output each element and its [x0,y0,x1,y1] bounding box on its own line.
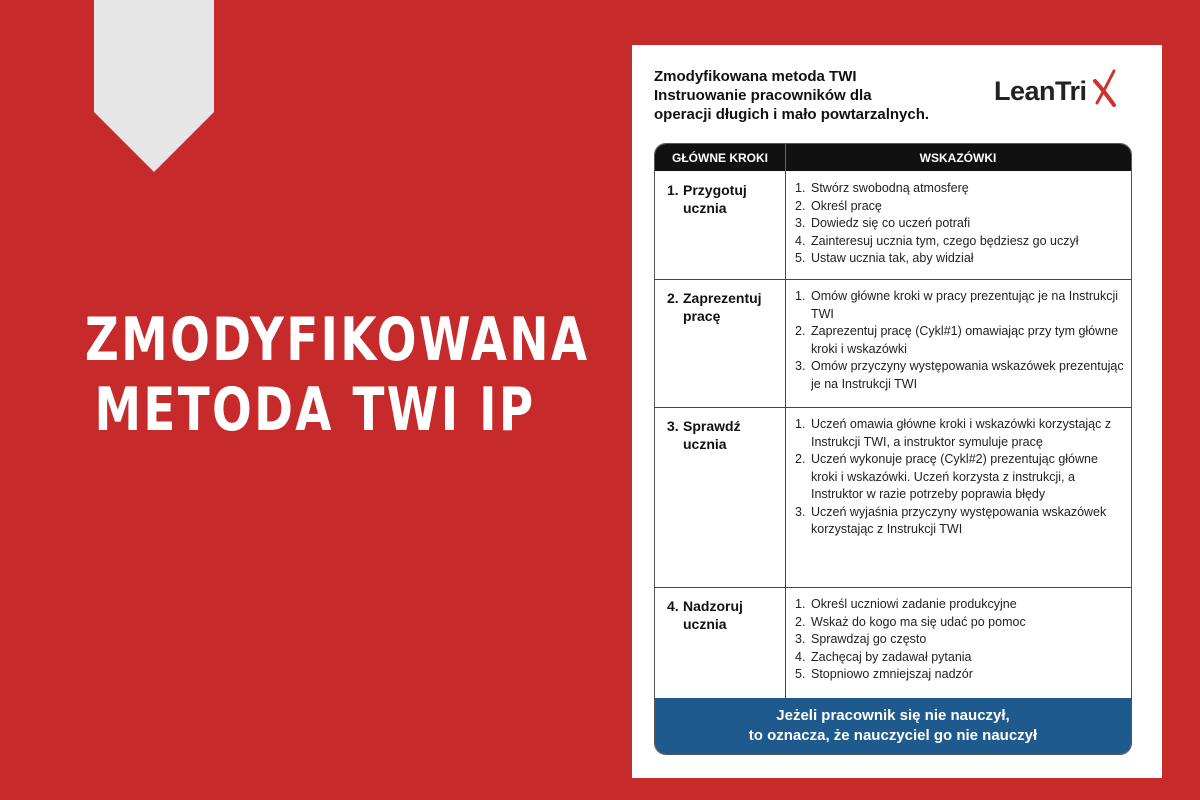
list-item: 1. Uczeń omawia główne kroki i wskazówki korzystając z Instrukcji TWI, a instruktor symuluje pracę [795,417,1112,449]
bookmark-tag-shape [94,0,214,172]
list-item: 2. Uczeń wykonuje pracę (Cykl#2) prezentując główne kroki i wskazówki. Uczeń korzysta z instrukcji, a Instruktor w razie potrzeby poprawia błędy [795,452,1098,501]
step-number: 3. [667,418,679,434]
list-item: 1. Omów główne kroki w pracy prezentując je na Instrukcji TWI [795,289,1119,321]
step-title: Nadzoruj [683,598,743,614]
table-row [655,171,1131,280]
card-title-line-1: Zmodyfikowana metoda TWI [654,68,857,85]
list-item: 4. Zainteresuj ucznia tym, czego będziesz go uczył [795,233,1079,248]
step-title: Zaprezentuj [683,290,762,306]
step-title: Sprawdź [683,418,741,434]
list-item: 1. Określ uczniowi zadanie produkcyjne [795,597,1017,611]
card-title [654,67,994,124]
logo-text: LeanTri [994,76,1087,106]
step-title-line-2: pracę [683,308,721,324]
step-label [667,289,782,325]
table-row [655,407,1131,588]
list-item: 3. Sprawdzaj go często [795,632,927,646]
card-title-line-2: Instruowanie pracowników dla [654,87,872,104]
table-row [655,279,1131,408]
list-item: 4. Zachęcaj by zadawał pytania [795,649,972,664]
step-title-line-2: ucznia [683,200,727,216]
card-title-line-3: operacji długich i mało powtarzalnych. [654,106,930,123]
step-number: 1. [667,182,679,198]
tips-list [795,596,1125,684]
twi-card [632,45,1162,778]
list-item: 3. Uczeń wyjaśnia przyczyny występowania wskazówek korzystając z Instrukcji TWI [795,504,1107,536]
step-title: Przygotuj [683,182,747,198]
step-label [667,417,782,453]
list-item: 5. Stopniowo zmniejszaj nadzór [795,667,973,681]
headline [84,305,590,445]
logo-x-mark-icon [1092,65,1122,113]
header-main-steps: GŁÓWNE KROKI [672,151,768,165]
step-label [667,597,782,633]
tips-list [795,288,1125,393]
list-item: 2. Zaprezentuj pracę (Cykl#1) omawiając przy tym główne kroki i wskazówki [795,324,1119,356]
list-item: 3. Omów przyczyny występowania wskazówek prezentując je na Instrukcji TWI [795,359,1124,391]
list-item: 1. Stwórz swobodną atmosferę [795,181,969,195]
leantrix-logo [994,71,1144,121]
table-footer-banner [655,698,1131,754]
headline-line-1: ZMODYFIKOWANA [84,305,590,375]
footer-line-1: Jeżeli pracownik się nie nauczył, [776,707,1010,724]
steps-table [654,143,1132,755]
step-title-line-2: ucznia [683,436,727,452]
header-tips: WSKAZÓWKI [919,151,997,165]
headline-line-2: METODA TWI IP [94,375,536,445]
table-header [655,144,1131,171]
tips-list [795,180,1125,268]
step-label [667,181,782,217]
table-row [655,587,1131,698]
footer-line-2: to oznacza, że nauczyciel go nie nauczył [748,727,1038,744]
step-title-line-2: ucznia [683,616,727,632]
tips-list [795,416,1125,539]
list-item: 3. Dowiedz się co uczeń potrafi [795,216,971,230]
step-number: 4. [667,598,679,614]
list-item: 2. Określ pracę [795,198,882,213]
list-item: 5. Ustaw ucznia tak, aby widział [795,251,974,265]
step-number: 2. [667,290,679,306]
list-item: 2. Wskaż do kogo ma się udać po pomoc [795,614,1026,629]
